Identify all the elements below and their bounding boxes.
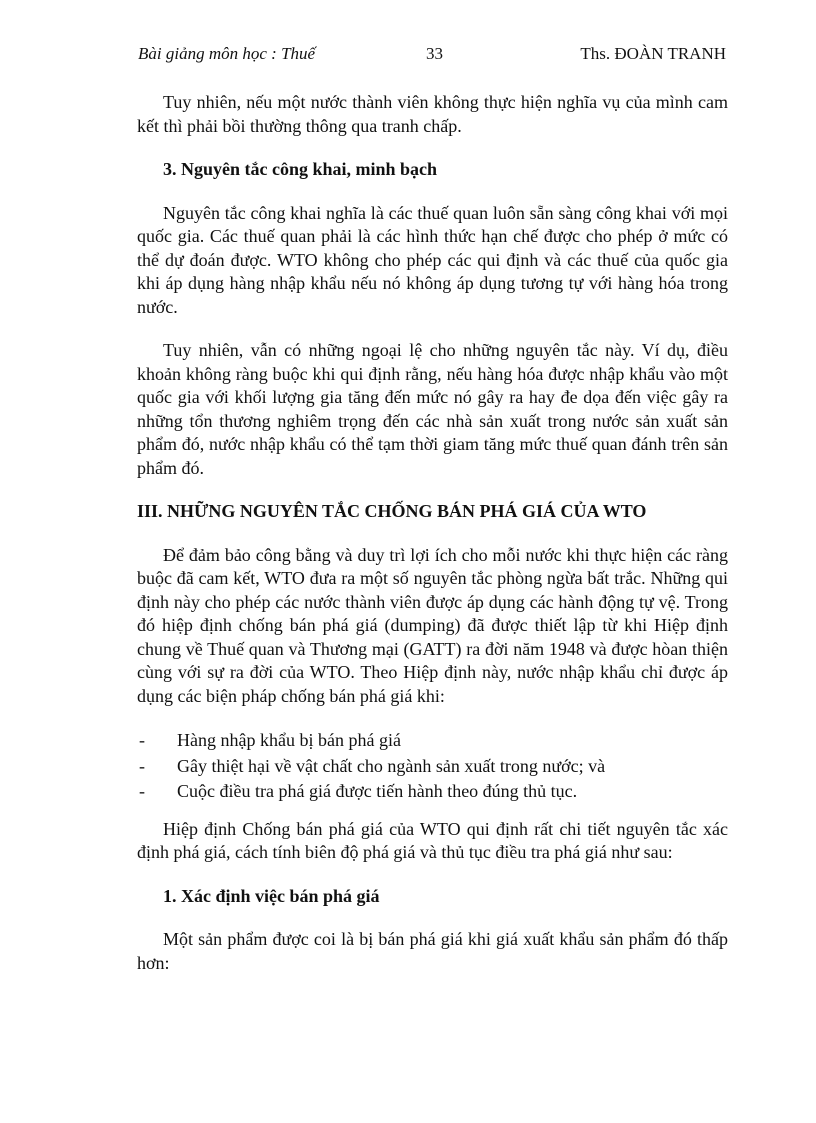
paragraph-3: Tuy nhiên, vẫn có những ngoại lệ cho những nguyên tắc này. Ví dụ, điều khoản không ràng buộc khi qui định rằng, nếu hàng hóa được nhập khẩu vào một quốc gia với khối lượng gia tăng đến mức nó gây ra hay đe dọa đến việc gây ra những tổn thương nghiêm trọng đến các nhà sản xuất trong nước sản xuất sản phẩm đó, nước nhập khẩu có thể tạm thời giam tăng mức thuế quan đánh trên sản phẩm đó. <box>137 340 728 478</box>
list-item <box>137 728 728 754</box>
list-dash: - <box>139 781 145 801</box>
list-item-text: Gây thiệt hại về vật chất cho ngành sản xuất trong nước; và <box>177 755 606 776</box>
header-author: Ths. ĐOÀN TRANH <box>580 44 726 63</box>
list-dash: - <box>139 730 145 750</box>
paragraph-5: Hiệp định Chống bán phá giá của WTO qui định rất chi tiết nguyên tắc xác định phá giá, cách tính biên độ phá giá và thủ tục điều tra phá giá như sau: <box>137 818 728 862</box>
condition-list <box>137 728 728 805</box>
list-item-text: Cuộc điều tra phá giá được tiến hành theo đúng thủ tục. <box>177 781 578 801</box>
page-body <box>137 91 728 975</box>
paragraph-6: Một sản phẩm được coi là bị bán phá giá khi giá xuất khẩu sản phẩm đó thấp hơn: <box>137 929 728 973</box>
section-heading-1: 1. Xác định việc bán phá giá <box>163 885 380 906</box>
list-item-text: Hàng nhập khẩu bị bán phá giá <box>177 730 401 750</box>
paragraph-1: Tuy nhiên, nếu một nước thành viên không thực hiện nghĩa vụ của mình cam kết thì phải bồi thường thông qua tranh chấp. <box>137 92 728 136</box>
header-course-title: Bài giảng môn học : Thuế <box>138 44 316 63</box>
list-item <box>137 779 728 805</box>
list-dash: - <box>139 755 145 776</box>
section-heading-3: 3. Nguyên tắc công khai, minh bạch <box>163 159 438 179</box>
page-header <box>138 44 726 70</box>
header-page-number: 33 <box>426 44 443 63</box>
paragraph-4: Để đảm bảo công bằng và duy trì lợi ích cho mỗi nước khi thực hiện các ràng buộc đã cam kết, WTO đưa ra một số nguyên tắc phòng ngừa bất trắc. Những qui định này cho phép các nước thành viên được áp dụng các hành động tự vệ. Trong đó hiệp định chống bán phá giá (dumping) đã được thiết lập từ khi Hiệp định chung về Thuế quan và Thương mại (GATT) ra đời năm 1948 và được hòan thiện cùng với sự ra đời của WTO. Theo Hiệp định này, nước nhập khẩu chỉ được áp dụng các biện pháp chống bán phá giá khi: <box>137 544 728 706</box>
list-item <box>137 754 728 780</box>
section-heading-III: III. NHỮNG NGUYÊN TẮC CHỐNG BÁN PHÁ GIÁ CỦA WTO <box>137 501 647 521</box>
paragraph-2: Nguyên tắc công khai nghĩa là các thuế quan luôn sẵn sàng công khai với mọi quốc gia. Các thuế quan phải là các hình thức hạn chế được cho phép ở mức có thể dự đoán được. WTO không cho phép các qui định và các thuế của quốc gia khi áp dụng hàng nhập khẩu nếu nó không áp dụng tương tự với hàng hóa trong nước. <box>137 202 728 317</box>
